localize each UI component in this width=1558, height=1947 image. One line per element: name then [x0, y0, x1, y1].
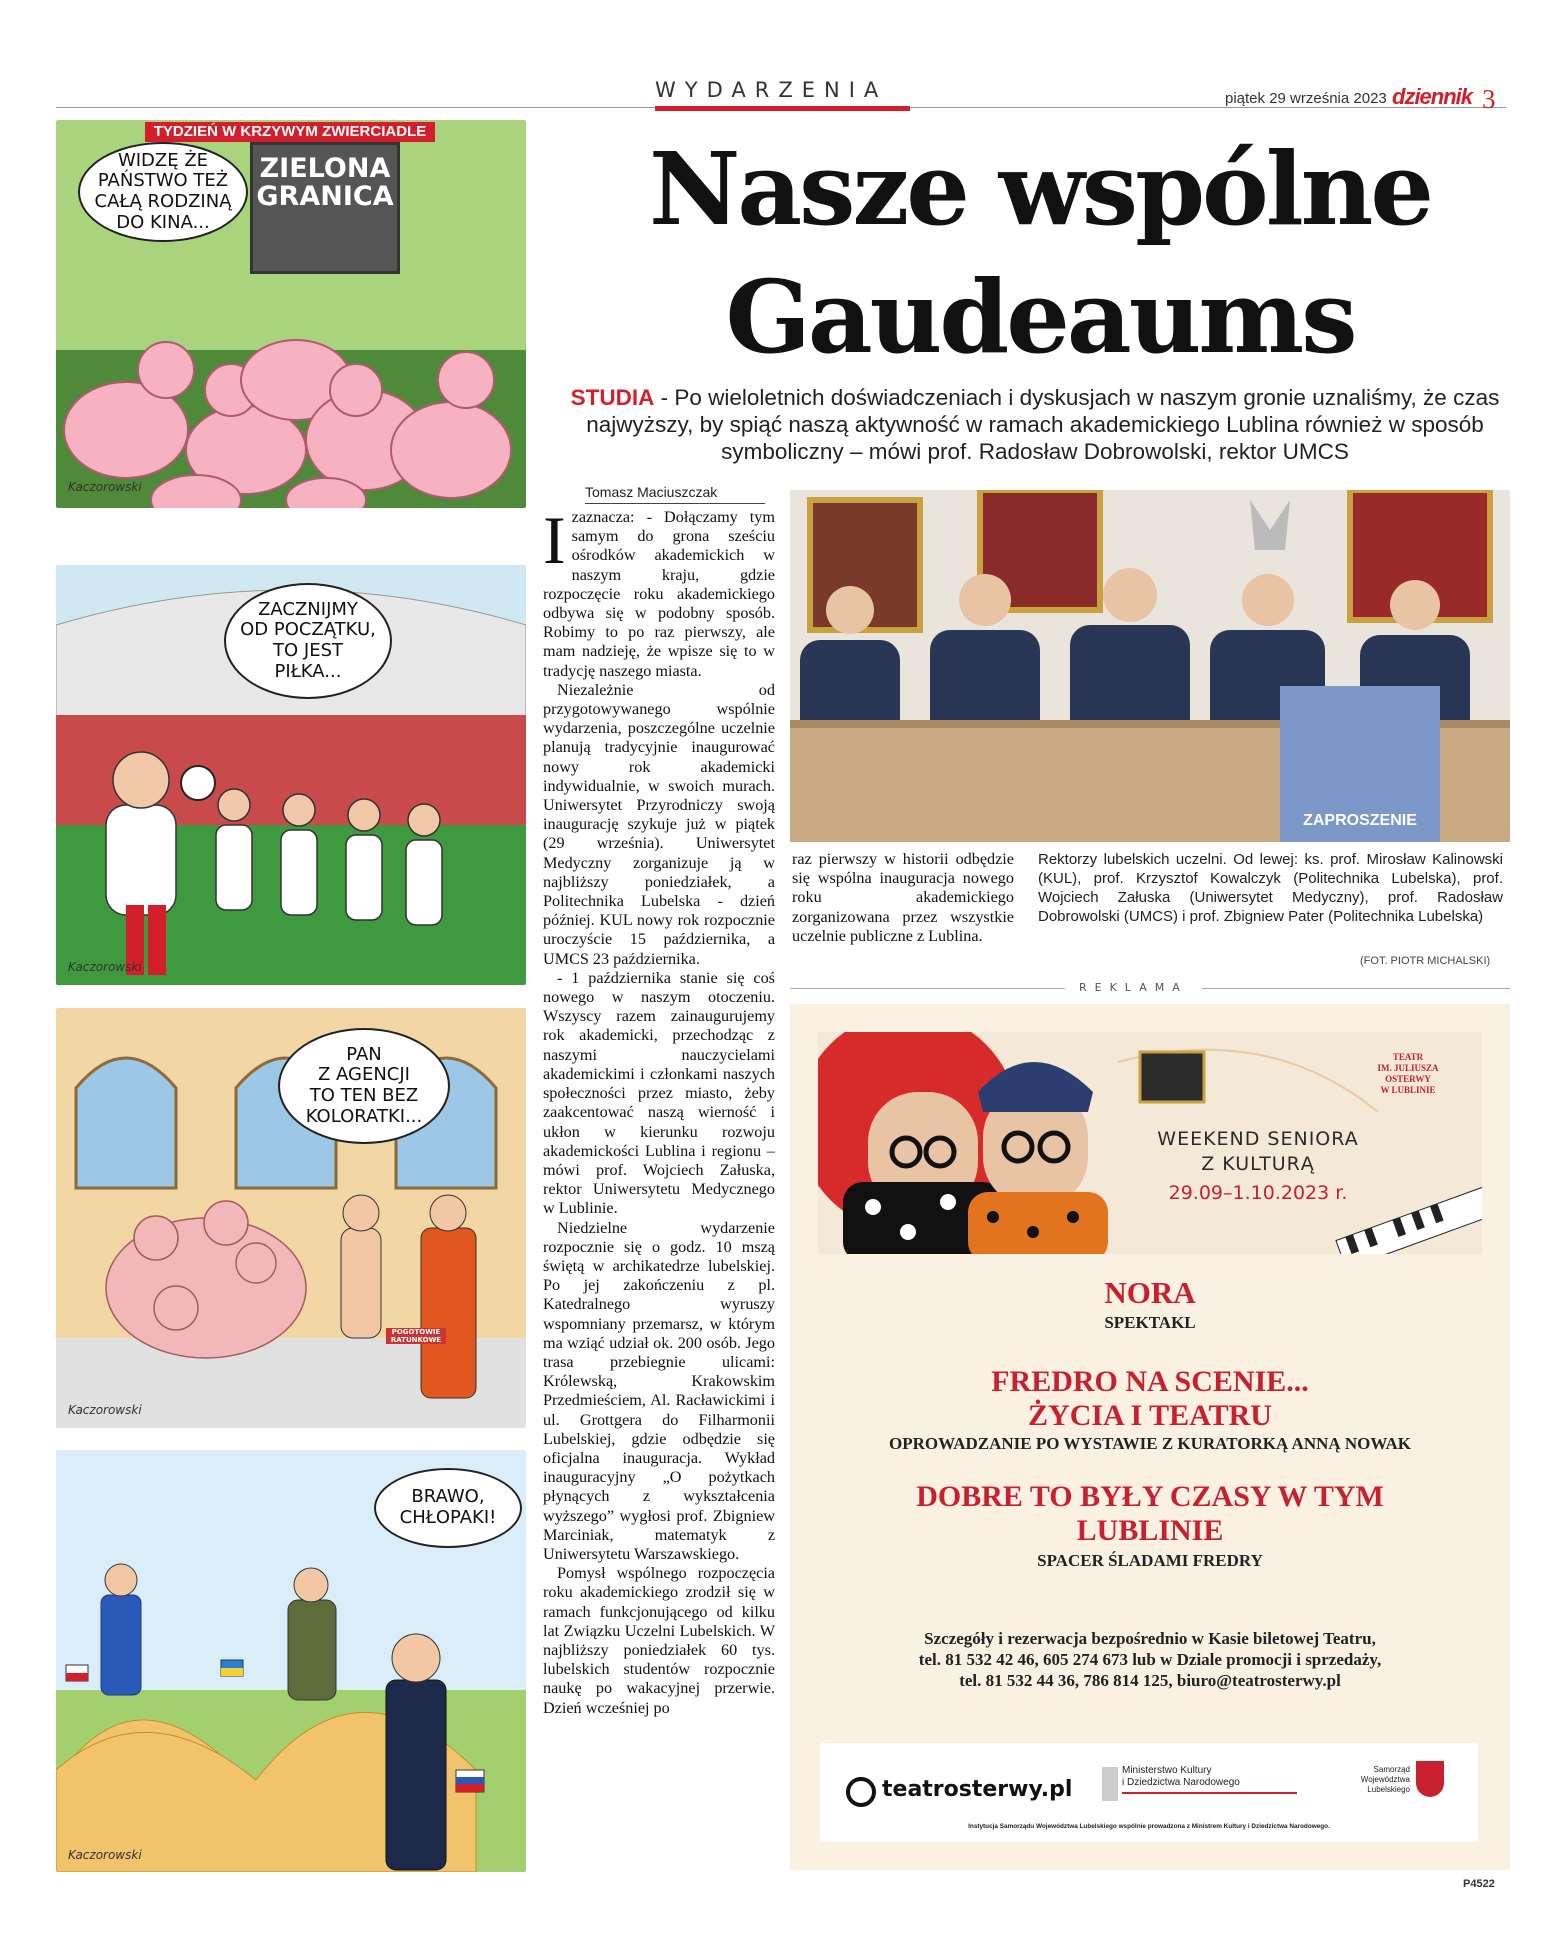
article-lead — [555, 384, 1515, 465]
artist-signature: Kaczorowski — [68, 1403, 142, 1417]
website-icon — [846, 1777, 876, 1807]
region-crest-icon — [1416, 1761, 1444, 1797]
theatre-logo-text: TEATR IM. JULIUSZA OSTERWY W LUBLINIE — [1377, 1052, 1439, 1095]
photo-caption: Rektorzy lubelskich uczelni. Od lewej: ks. prof. Mirosław Kalinowski (KUL), prof. Krzysztof Kowalczyk (Politechnika Lubelska), prof. Wojciech Załuska (Uniwersytet Medyczny), prof. Radosław Dobrowolski (UMCS) i prof. Zbigniew Pater (Politechnika Lubelska) — [1038, 851, 1503, 925]
paragraph: Izaznacza: - Dołączamy tym samym do grona sześciu ośrodków akademickich w naszym kraju, gdzie rozpoczęcie roku akademickiego odbywa się w podobny sposób. Robimy to po raz pierwszy, ale mam nadzieję, że wpisze się to w tradycję naszego miasta. — [543, 502, 775, 680]
speech-bubble: ZACZNIJMY OD POCZĄTKU, TO JEST PIŁKA... — [224, 583, 392, 699]
news-photo — [790, 490, 1510, 842]
poster-title: ZIELONA GRANICA — [256, 153, 394, 213]
ad-code: P4522 — [1463, 1878, 1495, 1890]
cinema-poster — [250, 142, 400, 274]
issue-date: piątek 29 września 2023 — [1225, 90, 1387, 107]
website-link[interactable]: teatrosterwy.pl — [882, 1777, 1073, 1802]
ambulance-label: POGOTOWIE RATUNKOWE — [386, 1328, 446, 1344]
section-underline — [655, 106, 910, 111]
artist-signature: Kaczorowski — [68, 480, 142, 494]
photo-credit: (FOT. PIOTR MICHALSKI) — [1360, 955, 1491, 967]
paragraph: Niezależnie od przygotowywanego wspólnie wydarzenia, poszczególne uczelnie planują tradycyjnie inaugurować nowy rok akademicki indywidualnie, w swoich murach. Uniwersytet Przyrodniczy swoją inaugurację szykuje już w piątek (29 września). Uniwersytet Medyczny zorganizuje ją w najbliższy poniedziałek, a Politechnika Lubelska - dzień później. KUL nowy rok rozpocznie uroczyście 15 października, a UMCS 23 października. — [543, 680, 775, 968]
artist-signature: Kaczorowski — [68, 1848, 142, 1862]
event-title: FREDRO NA SCENIE... ŻYCIA I TEATRU — [991, 1365, 1309, 1432]
event-subtitle: SPEKTAKL — [1104, 1313, 1196, 1332]
cartoon-cinema — [56, 120, 526, 508]
paragraph: - 1 października stanie się coś nowego w naszym otoczeniu. Wszyscy razem zainaugurujemy rok akademicki, przechodząc z naszymi nauczycielami akademickimi i członkami naszych społeczności przez miasto, żeby zaakcentować naszą wierność i ukłon w kierunku rozwoju akademickości Lublina i regionu – mówi prof. Wojciech Załuska, rektor Uniwersytetu Medycznego w Lublinie. — [543, 968, 775, 1218]
speech-bubble: BRAWO, CHŁOPAKI! — [374, 1468, 522, 1548]
eagle-icon — [1102, 1767, 1118, 1801]
dropcap: I — [543, 502, 566, 578]
speech-bubble: WIDZĘ ŻE PAŃSTWO TEŻ CAŁĄ RODZINĄ DO KINA... — [78, 142, 248, 242]
paragraph: raz pierwszy w historii odbędzie się wspólna inauguracja nowego roku akademickiego zorganizowana przez wszystkie uczelnie publiczne z Lublina. — [792, 850, 1014, 945]
event-title: DOBRE TO BYŁY CZASY W TYM LUBLINIE — [916, 1480, 1384, 1547]
invitation-label: ZAPROSZENIE — [1303, 812, 1417, 829]
lead-kicker: STUDIA — [570, 385, 655, 410]
banner-title: WEEKEND SENIORA Z KULTURĄ — [1157, 1128, 1359, 1175]
event-subtitle: OPROWADZANIE PO WYSTAWIE Z KURATORKĄ ANNĄ NOWAK — [888, 1434, 1412, 1453]
ad-label: REKLAMA — [1065, 981, 1202, 994]
banner-dates: 29.09–1.10.2023 r. — [1168, 1182, 1348, 1204]
byline-rule — [585, 503, 765, 504]
contact-info: Szczegóły i rezerwacja bezpośrednio w Kasie biletowej Teatru, tel. 81 532 42 46, 605 274 673 lub w Dziale promocji i sprzedaży, tel. 81 532 44 36, 786 814 125, biuro@teatrosterwy.pl — [918, 1629, 1382, 1690]
speech-bubble: PAN Z AGENCJI TO TEN BEZ KOLORATKI... — [278, 1028, 450, 1144]
cartoon-church — [56, 1008, 526, 1428]
section-label: WYDARZENIA — [655, 78, 888, 102]
cartoon-football — [56, 565, 526, 985]
artist-signature: Kaczorowski — [68, 960, 142, 974]
event-subtitle: SPACER ŚLADAMI FREDRY — [1037, 1551, 1263, 1570]
article-continuation — [792, 850, 1014, 946]
paragraph: Pomysł wspólnego rozpoczęcia roku akademickiego zrodził się w ramach funkcjonującego od kilku lat Związku Uczelni Lubelskich. W najbliższy poniedziałek 60 tys. lubelskich studentów rozpocznie naukę po wakacyjnej przerwie. Dzień wcześniej po — [543, 1564, 775, 1717]
headline: Nasze wspólne Gaudeaums — [648, 130, 1432, 376]
article-column — [543, 502, 775, 1718]
ad-footer — [820, 1743, 1478, 1842]
lead-text: - Po wieloletnich doświadczeniach i dyskusjach w naszym gronie uznaliśmy, że czas najwyższy, by spiąć naszą aktywność w ramach akademickiego Lublina również w sposób symboliczny – mówi prof. Radosław Dobrowolski, rektor UMCS — [586, 385, 1500, 464]
ministry-logo: Ministerstwo Kultury i Dziedzictwa Narodowego — [1122, 1765, 1297, 1794]
cartoon-grain — [56, 1450, 526, 1872]
event-title: NORA — [1104, 1275, 1196, 1310]
page-number: 3 — [1482, 84, 1496, 114]
paragraph: Niedzielne wydarzenie rozpocznie się o godz. 10 mszą świętą w archikatedrze lubelskiej. Po jej zakończeniu z pl. Katedralnego wyruszy wspomniany przemarsz, w którym ma wziąć udział ok. 200 osób. Jego trasa przebiegnie ulicami: Królewską, Krakowskim Przedmieściem, Al. Racławickimi i ul. Grottgera do Filharmonii Lubelskiej, gdzie odbędzie się oficjalna inauguracja. Wykład inauguracyjny „O pożytkach płynących z wykształcenia wyższego” wygłosi prof. Zbigniew Marciniak, matematyk z Uniwersytetu Warszawskiego. — [543, 1218, 775, 1563]
brand-logo: dziennik — [1392, 84, 1473, 109]
cartoon-section-tag: TYDZIEŃ W KRZYWYM ZWIERCIADLE — [145, 122, 435, 142]
author-byline: Tomasz Maciuszczak — [585, 484, 718, 500]
ad-footnote: Instytucja Samorządu Województwa Lubelskiego wspólnie prowadzona z Ministrem Kultury i Dziedzictwa Narodowego. — [968, 1823, 1330, 1830]
ad-banner — [818, 1032, 1482, 1254]
region-logo: Samorząd Województwa Lubelskiego — [1360, 1765, 1410, 1794]
